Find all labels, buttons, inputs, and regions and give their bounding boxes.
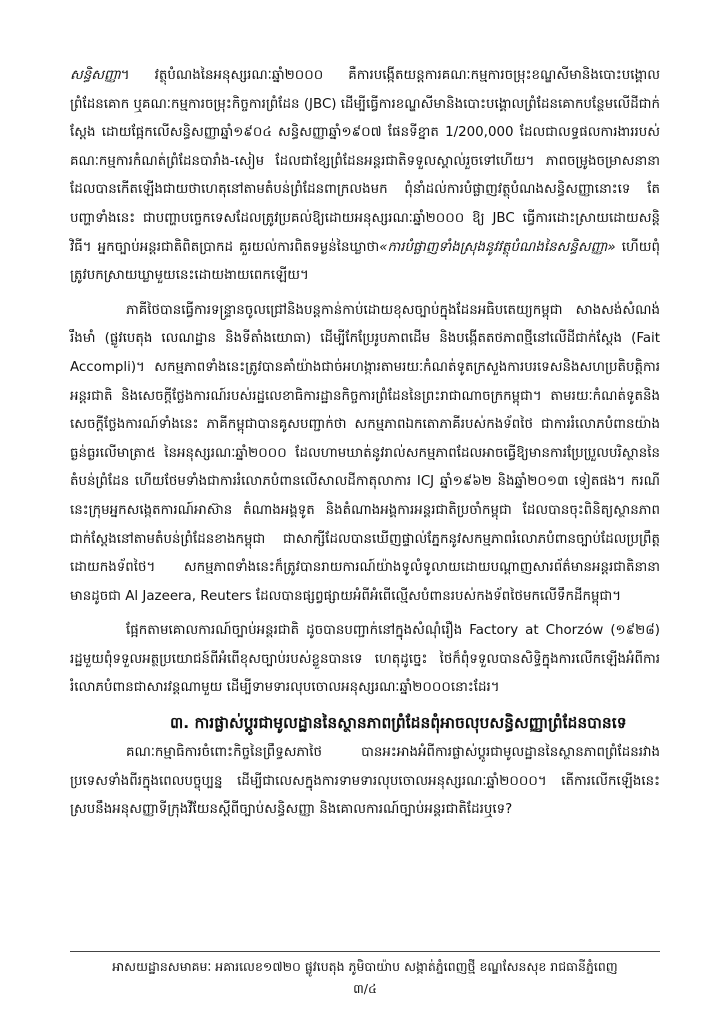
- section-heading: ៣. ការផ្លាស់ប្តូរជាមូលដ្ឋាននៃស្ថានភាពព្រំដែនពុំអាចលុបសន្ធិសញ្ញាព្រំដែនបានទេ: [170, 714, 627, 733]
- paragraph-text-end: ហើយពុំត្រូវបកស្រាយឃ្លាមួយនេះដោយងាយពេកឡើយ។: [70, 239, 660, 284]
- page-footer: [70, 951, 660, 1000]
- page-number: ៣/៤: [353, 981, 377, 996]
- treaty-word: សន្ធិសញ្ញា: [70, 68, 121, 83]
- paragraph-treaty-objective: [70, 62, 660, 291]
- paragraph-thai-encroachment: ភាគីថៃបានធ្វើការទន្ទ្រានចូលជ្រៅនិងបន្តកាន់កាប់ដោយខុសច្បាប់ក្នុងដែនអធិបតេយ្យកម្ពុជា សាងសង់សំណង់រឹងមាំ (ផ្លូវបេតុង លេណដ្ឋាន និងទីតាំងយោធា) ដើម្បីកែប្រែរូបភាពដើម និងបង្កើតតថភាពថ្មីនៅលើដីជាក់ស្តែង (Fait Accompli)។ សកម្មភាពទាំងនេះត្រូវបានគាំយ៉ាងជាច់អហង្ការតាមរយៈកំណត់ទូតក្រសួងការបរទេសនិងសហប្រតិបត្តិការអន្តរជាតិ និងសេចក្តីថ្លែងការណ៍របស់រដ្ឋលេខាធិការដ្ឋានកិច្ចការព្រំដែននៃព្រះរាជាណាចក្រកម្ពុជា។ តាមរយៈកំណត់ទូតនិងសេចក្តីថ្លែងការណ៍ទាំងនេះ ភាគីកម្ពុជាបានគូសបញ្ជាក់ថា សកម្មភាពឯកតោភាគីរបស់កងទ័ពថៃ ជាការរំលោភបំពានយ៉ាងធ្ងន់ធ្ងរលើមាត្រា៥ នៃអនុស្សរណៈឆ្នាំ២០០០ ដែលហាមឃាត់នូវរាល់សកម្មភាពដែលអាចធ្វើឱ្យមានការប្រែប្រួលបរិស្ថាននៃតំបន់ព្រំដែន ហើយថែមទាំងជាការរំលោភបំពានលើសាលដីកាតុលាការ ICJ ឆ្នាំ១៩៦២ និងឆ្នាំ២០១៣ ទៀតផង។ ករណីនេះក្រុមអ្នកសង្កេតការណ៍អាស៊ាន តំណាងអង្គទូត និងតំណាងអង្គការអន្តរជាតិប្រចាំកម្ពុជា ដែលបានចុះពិនិត្យស្ថានភាពជាក់ស្តែងនៅតាមតំបន់ព្រំដែនខាងកម្ពុជា ជាសាក្សីដែលបានឃើញផ្ទាល់ភ្នែកនូវសកម្មភាពរំលោភបំពានច្បាប់ដែលប្រព្រឹត្តដោយកងទ័ពថៃ។ សកម្មភាពទាំងនេះក៏ត្រូវបានរាយការណ៍យ៉ាងទូលំទូលាយដោយបណ្តាញសារព័ត៌មានអន្តរជាតិនានា មានដូចជា Al Jazeera, Reuters ដែលបានផ្សព្វផ្សាយអំពីអំពើល្មើសបំពានរបស់កងទ័ពថៃមកលើទឹកដីកម្ពុជា។: [70, 302, 660, 604]
- footer-address: អាសយដ្ឋានសមាគមៈ អគារលេខ១៧២០ ផ្លូវបេតុង ភូមិបាយ៉ាប សង្កាត់ភ្នំពេញថ្មី ខណ្ឌសែនសុខ រាជធានីភ្នំពេញ: [112, 959, 618, 974]
- paragraph-text: ។ វត្ថុបំណងនៃអនុស្សរណៈឆ្នាំ២០០០ គឺការបង្កើតយន្តការគណៈកម្មការចម្រុះខណ្ឌសីមានិងបោះបង្គោលព្រំដែនគោក ឬគណៈកម្មការចម្រុះកិច្ចការព្រំដែន (JBC) ដើម្បីធ្វើការខណ្ឌសីមានិងបោះបង្គោលព្រំដែនគោកបន្ថែមលើដីជាក់ស្តែង ដោយផ្អែកលើសន្ធិសញ្ញាឆ្នាំ១៩០៤ សន្ធិសញ្ញាឆ្នាំ១៩០៧ ផែនទីខ្នាត 1/200,000 ដែលជាលទ្ធផលការងាររបស់គណៈកម្មការកំណត់ព្រំដែនបារាំង-សៀម ដែលជាខ្សែព្រំដែនអន្តរជាតិទទួលស្គាល់រួចទៅហើយ។ ភាពចម្រូងចម្រាសនានាដែលបានកើតឡើងជាយថាហេតុនៅតាមតំបន់ព្រំដែនពាក្រលងមក ពុំនាំដល់ការបំផ្លាញវត្ថុបំណងសន្ធិសញ្ញានោះទេ តែបញ្ហាទាំងនេះ ជាបញ្ហាបច្ចេកទេសដែលត្រូវប្រគល់ឱ្យដោយអនុស្សរណៈឆ្នាំ២០០០ ឱ្យ JBC ធ្វើការដោះស្រាយដោយសន្តិវិធី។ អ្នកច្បាប់អន្តរជាតិពិតប្រាកដ គួរយល់ការពិតទម្ងន់នៃឃ្លាថា: [70, 68, 660, 255]
- document-body: [70, 62, 660, 831]
- quoted-phrase: «ការបំផ្លាញទាំងស្រុងនូវវត្ថុបំណងនៃសន្ធិសញ្ញា»: [379, 239, 616, 255]
- paragraph-chorzow-principle: ផ្អែកតាមគោលការណ៍ច្បាប់អន្តរជាតិ ដូចបានបញ្ជាក់នៅក្នុងសំណុំរឿង Factory at Chorzów (១៩២៨) រដ្ឋមួយពុំទទួលអត្ថប្រយោជន៍ពីអំពើខុសច្បាប់របស់ខ្លួនបានទេ ហេតុដូច្នេះ ថៃក៏ពុំទទួលបានសិទ្ធិក្នុងការលើកឡើងអំពីការរំលោភបំពានជាសារវន្តណាមួយ ដើម្បីទាមទារលុបចោលអនុស្សរណៈឆ្នាំ២០០០នោះដែរ។: [70, 623, 660, 696]
- paragraph-fundamental-change: គណៈកម្មាធិការចំពោះកិច្ចនៃព្រឹទ្ធសភាថៃ បានអះអាងអំពីការផ្លាស់ប្តូរជាមូលដ្ឋាននៃស្ថានភាពព្រំដែនរវាងប្រទេសទាំងពីរក្នុងពេលបច្ចុប្បន្ន ដើម្បីជាលេសក្នុងការទាមទារលុបចោលអនុស្សរណៈឆ្នាំ២០០០។ តើការលើកឡើងនេះ ស្របនឹងអនុសញ្ញាទីក្រុងវីយែនស្តីពីច្បាប់សន្ធិសញ្ញា និងគោលការណ៍ច្បាប់អន្តរជាតិដែរឬទេ?: [70, 745, 660, 818]
